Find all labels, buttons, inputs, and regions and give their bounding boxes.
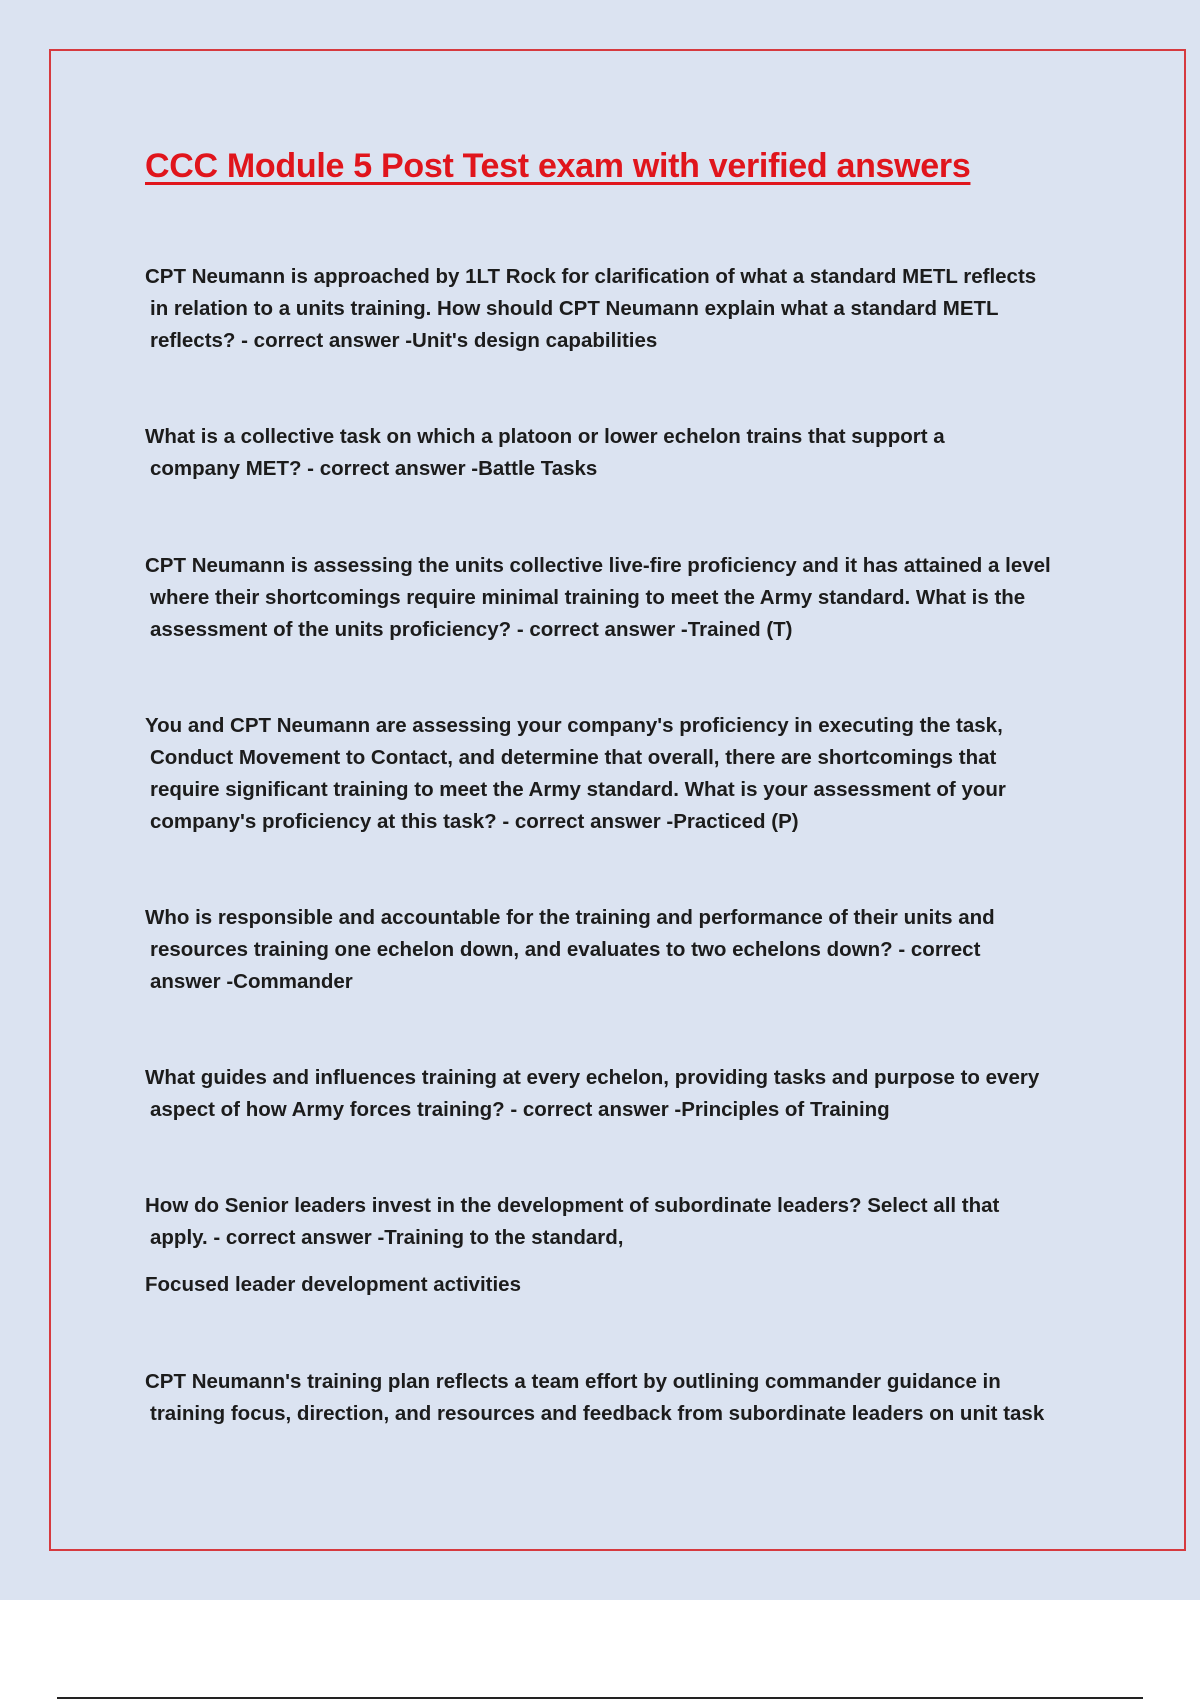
question-4-line-2: Conduct Movement to Contact, and determine that overall, there are shortcomings that <box>150 746 997 769</box>
question-5 <box>145 902 1095 998</box>
bottom-divider <box>57 1697 1143 1699</box>
question-3-line-2: where their shortcomings require minimal training to meet the Army standard. What is the <box>150 586 1026 609</box>
question-1-line-2: in relation to a units training. How should CPT Neumann explain what a standard METL <box>150 297 999 320</box>
document-title: CCC Module 5 Post Test exam with verified answers <box>145 147 971 185</box>
question-3-line-3: assessment of the units proficiency? - correct answer -Trained (T) <box>150 618 793 641</box>
question-8-line-1: CPT Neumann's training plan reflects a team effort by outlining commander guidance in <box>145 1370 1001 1393</box>
question-7-line-2: apply. - correct answer -Training to the standard, <box>150 1226 624 1249</box>
question-1-line-1: CPT Neumann is approached by 1LT Rock for clarification of what a standard METL reflects <box>145 265 1037 288</box>
question-1 <box>145 261 1095 357</box>
question-2-line-2: company MET? - correct answer -Battle Tasks <box>150 457 598 480</box>
question-3-line-1: CPT Neumann is assessing the units collective live-fire proficiency and it has attained a level <box>145 554 1051 577</box>
question-5-line-3: answer -Commander <box>150 970 353 993</box>
question-4-line-3: require significant training to meet the Army standard. What is your assessment of your <box>150 778 1006 801</box>
question-6-line-2: aspect of how Army forces training? - correct answer -Principles of Training <box>150 1098 890 1121</box>
question-6-line-1: What guides and influences training at every echelon, providing tasks and purpose to every <box>145 1066 1040 1089</box>
question-4-line-4: company's proficiency at this task? - correct answer -Practiced (P) <box>150 810 799 833</box>
question-2 <box>145 421 1095 485</box>
question-8 <box>145 1366 1095 1430</box>
question-4-line-1: You and CPT Neumann are assessing your company's proficiency in executing the task, <box>145 714 1003 737</box>
question-5-line-2: resources training one echelon down, and evaluates to two echelons down? - correct <box>150 938 981 961</box>
question-7-extra-answer: Focused leader development activities <box>145 1273 521 1296</box>
question-7 <box>145 1190 1095 1254</box>
question-2-line-1: What is a collective task on which a platoon or lower echelon trains that support a <box>145 425 945 448</box>
question-6 <box>145 1062 1095 1126</box>
question-7-line-1: How do Senior leaders invest in the development of subordinate leaders? Select all that <box>145 1194 1000 1217</box>
question-3 <box>145 550 1095 646</box>
question-5-line-1: Who is responsible and accountable for the training and performance of their units and <box>145 906 995 929</box>
question-1-line-3: reflects? - correct answer -Unit's design capabilities <box>150 329 658 352</box>
question-4 <box>145 710 1095 838</box>
question-8-line-2: training focus, direction, and resources and feedback from subordinate leaders on unit task <box>150 1402 1045 1425</box>
